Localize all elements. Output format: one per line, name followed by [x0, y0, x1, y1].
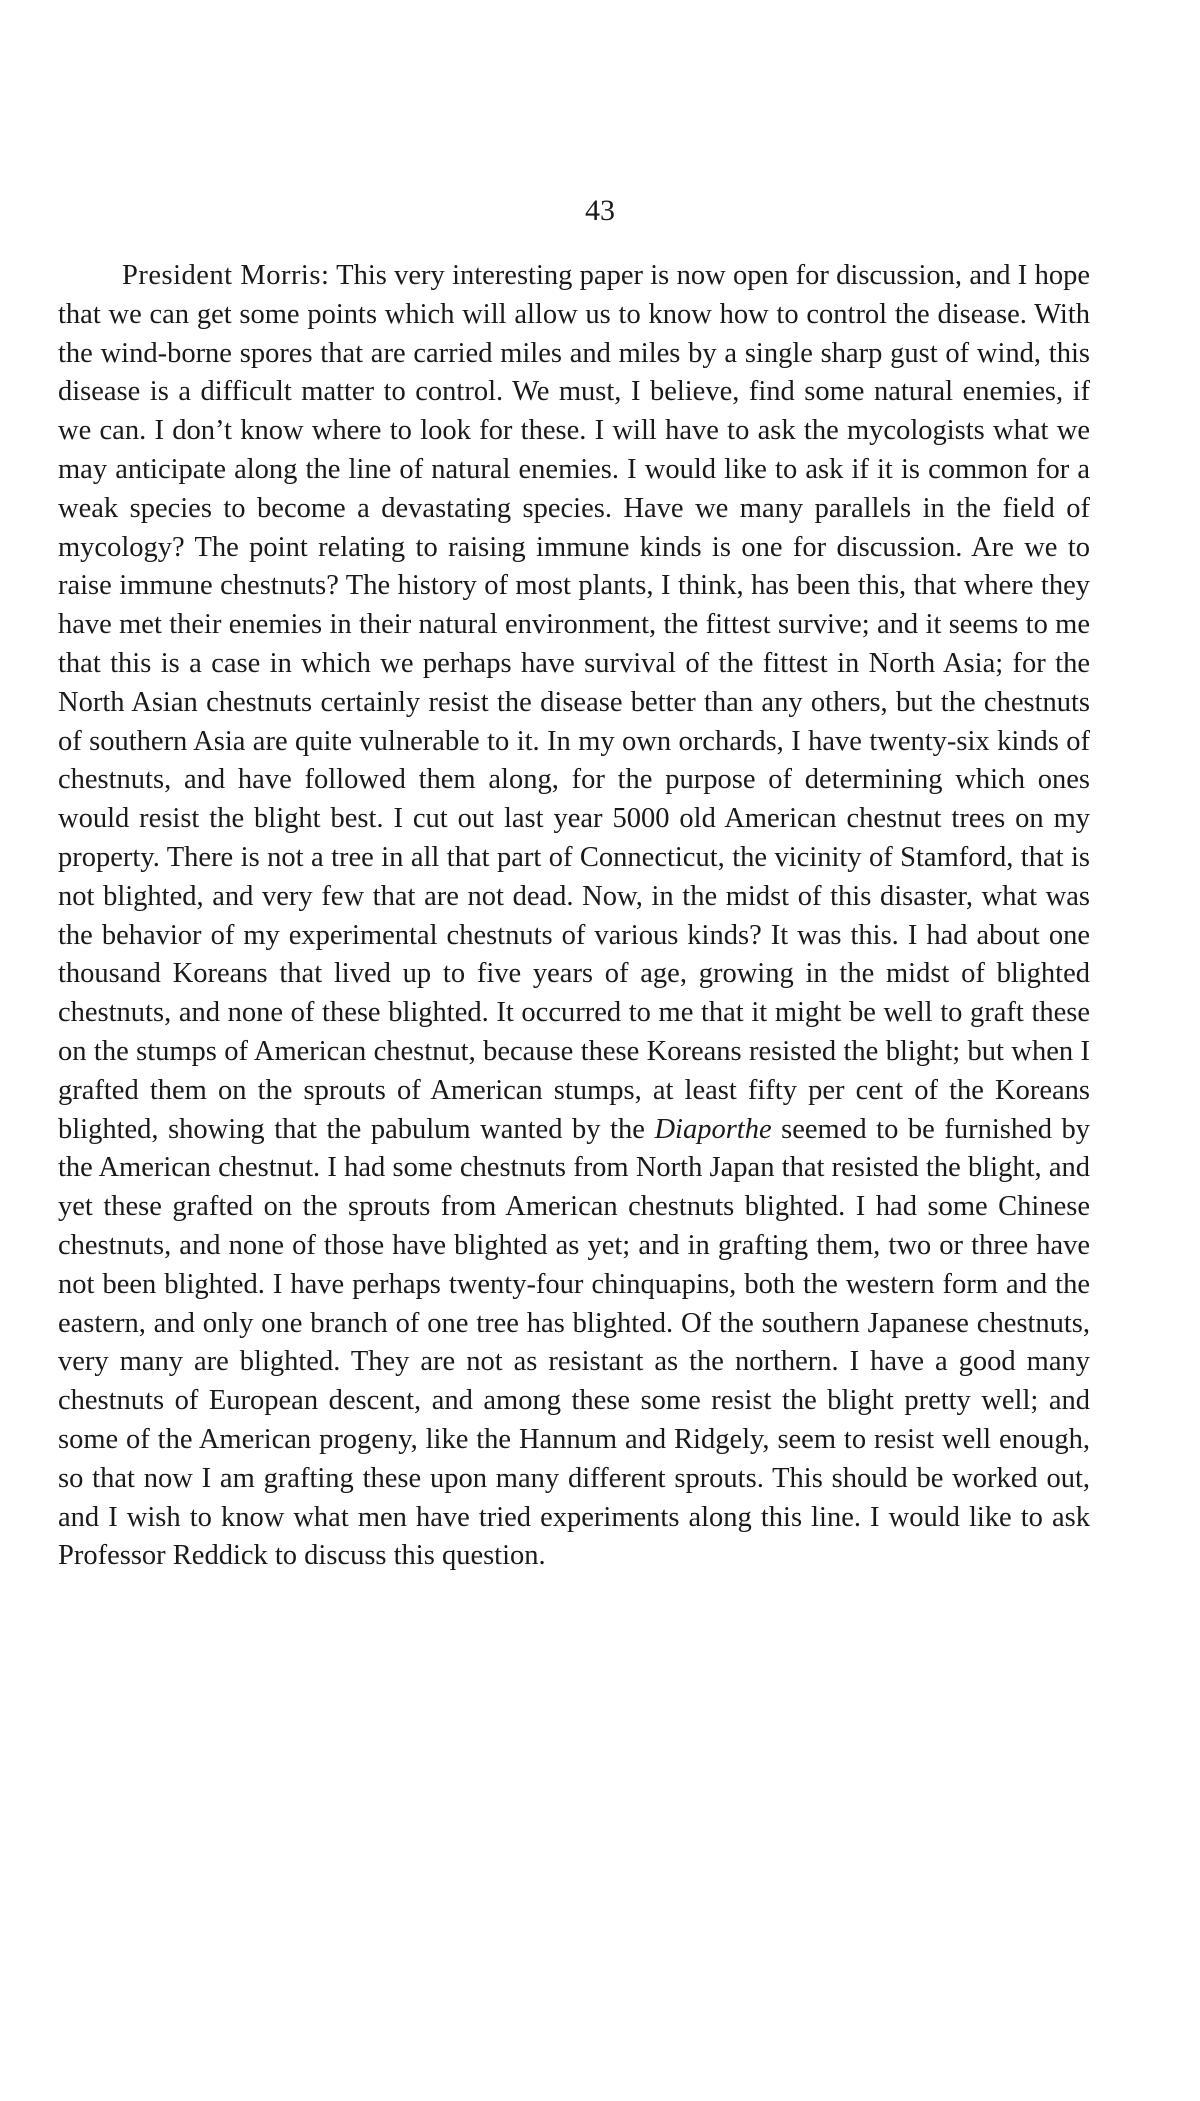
page-number: 43	[585, 194, 615, 227]
discussion-paragraph	[58, 257, 1090, 1576]
paragraph-text-part-1: This very interesting paper is now open for discussion, and I hope that we can get some points which will allow us to know how to control the disease. With the wind-borne spores that are carried miles and miles by a single sharp gust of wind, this disease is a difficult matter to control. We must, I believe, find some natural enemies, if we can. I don’t know where to look for these. I will have to ask the mycologists what we may anticipate along the line of natural enemies. I would like to ask if it is common for a weak species to become a devastating species. Have we many parallels in the field of mycology? The point relating to raising immune kinds is one for discussion. Are we to raise immune chestnuts? The history of most plants, I think, has been this, that where they have met their enemies in their natural environment, the fittest survive; and it seems to me that this is a case in which we perhaps have survival of the fittest in North Asia; for the North Asian chestnuts certainly resist the disease better than any others, but the chestnuts of southern Asia are quite vulnerable to it. In my own orchards, I have twenty-six kinds of chestnuts, and have followed them along, for the purpose of determining which ones would resist the blight best. I cut out last year 5000 old American chestnut trees on my property. There is not a tree in all that part of Connecticut, the vicinity of Stamford, that is not blighted, and very few that are not dead. Now, in the midst of this disaster, what was the behavior of my experimental chestnuts of various kinds? It was this. I had about one thousand Koreans that lived up to five years of age, growing in the midst of blighted chestnuts, and none of these blighted. It occurred to me that it might be well to graft these on the stumps of American chestnut, because these Koreans resisted the blight; but when I grafted them on the sprouts of American stumps, at least fifty per cent of the Koreans blighted, showing that the pabulum wanted by the	[58, 260, 1090, 1145]
paragraph-text-part-2: seemed to be furnished by the American chestnut. I had some chestnuts from North Japan that resisted the blight, and yet these grafted on the sprouts from American chestnuts blighted. I had some Chinese chestnuts, and none of those have blighted as yet; and in grafting them, two or three have not been blighted. I have perhaps twenty-four chinquapins, both the western form and the eastern, and only one branch of one tree has blighted. Of the southern Japanese chestnuts, very many are blighted. They are not as resistant as the northern. I have a good many chestnuts of European descent, and among these some resist the blight pretty well; and some of the American progeny, like the Hannum and Ridgely, seem to resist well enough, so that now I am grafting these upon many different sprouts. This should be worked out, and I wish to know what men have tried experiments along this line. I would like to ask Professor Reddick to discuss this question.	[58, 1113, 1091, 1572]
speaker-label: President Morris:	[122, 260, 330, 291]
italic-genus-name: Diaporthe	[654, 1113, 772, 1145]
